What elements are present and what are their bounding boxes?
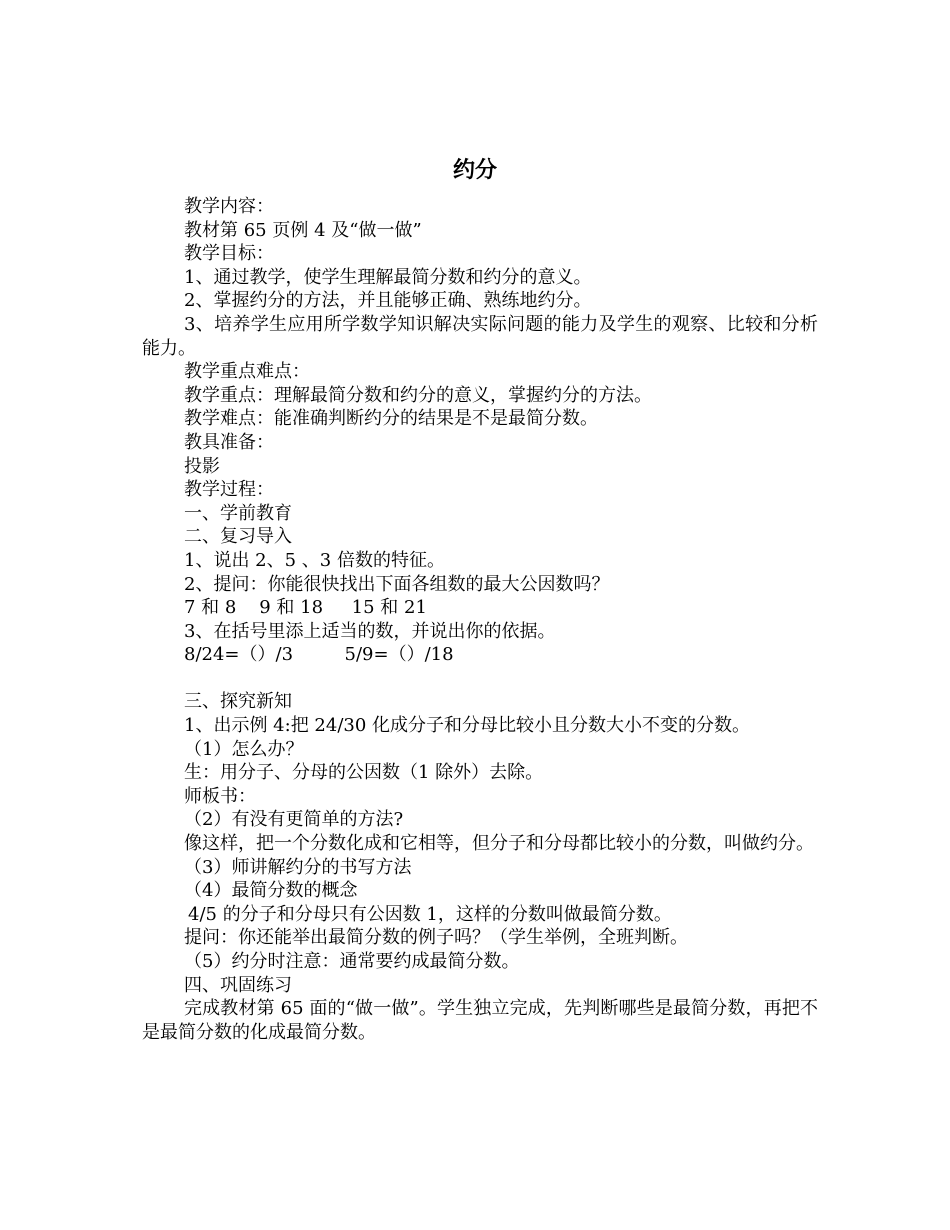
- text-line: （3）师讲解约分的书写方法: [184, 856, 412, 878]
- text-line: 教学内容：: [184, 196, 274, 217]
- text-line: 1、出示例 4:把 24/30 化成分子和分母比较小且分数大小不变的分数。: [184, 715, 751, 737]
- text-paragraph: 3、培养学生应用所学数学知识解决实际问题的能力及学生的观察、比较和分析能力。: [142, 313, 818, 359]
- text-line: （5）约分时注意：通常要约成最简分数。: [184, 951, 520, 972]
- text-line: 教学难点：能准确判断约分的结果是不是最简分数。: [184, 408, 598, 430]
- text-line: 师板书：: [184, 785, 256, 807]
- text-line: 教学目标：: [184, 243, 274, 265]
- text-line: 教具准备：: [184, 431, 274, 453]
- text-line: 教学过程：: [184, 479, 274, 501]
- text-line: 教材第 65 页例 4 及“做一做”: [184, 219, 422, 241]
- text-line: 1、说出 2、5 、3 倍数的特征。: [184, 549, 445, 571]
- text-line: 提问：你还能举出最简分数的例子吗？（学生举例，全班判断。: [184, 927, 688, 949]
- text-line: 3、在括号里添上适当的数，并说出你的依据。: [184, 620, 556, 642]
- text-line: （2）有没有更简单的方法?: [184, 809, 404, 831]
- text-paragraph: 完成教材第 65 面的“做一做”。学生独立完成，先判断哪些是最简分数，再把不是最简分数的化成最简分数。: [142, 998, 818, 1043]
- text-line: 8/24=（）/3 5/9=（）/18: [184, 644, 454, 666]
- text-line: 2、提问：你能很快找出下面各组数的最大公因数吗？: [184, 573, 610, 595]
- text-line: （4）最简分数的概念: [184, 880, 358, 902]
- text-line: 教学重点：理解最简分数和约分的意义，掌握约分的方法。: [184, 384, 652, 406]
- blank-line: [142, 667, 818, 691]
- text-line: 2、掌握约分的方法，并且能够正确、熟练地约分。: [184, 290, 592, 312]
- text-line: （1）怎么办？: [184, 738, 304, 760]
- text-line: 1、通过教学，使学生理解最简分数和约分的意义。: [184, 266, 592, 288]
- text-line: 一、学前教育: [184, 502, 292, 524]
- text-line: 三、探究新知: [184, 691, 292, 713]
- document-title: 约分: [452, 158, 497, 183]
- text-line: 生：用分子、分母的公因数（1 除外）去除。: [184, 762, 544, 784]
- text-line: 7 和 8 9 和 18 15 和 21: [184, 597, 427, 619]
- document-body: [142, 195, 818, 1044]
- text-paragraph: 像这样，把一个分数化成和它相等，但分子和分母都比较小的分数，叫做约分。: [184, 833, 814, 855]
- text-line: 四、巩固练习: [184, 974, 292, 996]
- text-line: 投影: [184, 455, 220, 477]
- text-line: 4/5 的分子和分母只有公因数 1，这样的分数叫做最简分数。: [188, 903, 672, 925]
- text-line: 教学重点难点：: [184, 361, 310, 383]
- text-line: 二、复习导入: [184, 526, 292, 548]
